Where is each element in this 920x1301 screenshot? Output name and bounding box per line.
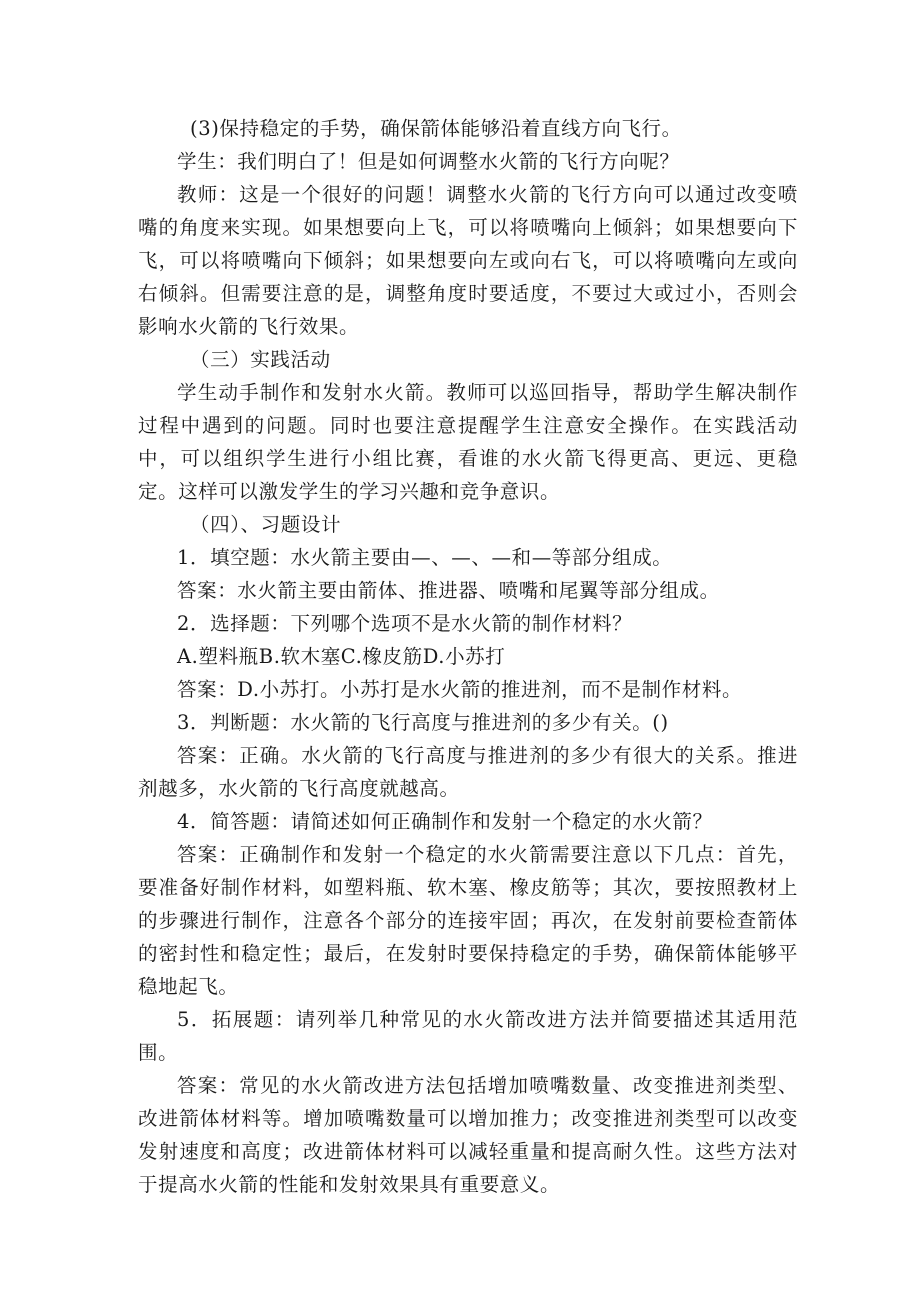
student-question-paragraph: 学生：我们明白了！但是如何调整水火箭的飞行方向呢？ [177,150,680,173]
exercise-2-answer: 答案：D.小苏打。小苏打是水火箭的推进剂，而不是制作材料。 [177,678,743,701]
section-heading-practice: （三）实践活动 [190,348,331,371]
exercise-4-question: 4．简答题：请简述如何正确制作和发射一个稳定的水火箭？ [177,810,713,833]
exercise-3-answer: 答案：正确。水火箭的飞行高度与推进剂的多少有很大的关系。推进剂越多，水火箭的飞行高度就越高。 [138,744,798,800]
exercise-1-question: 1．填空题：水火箭主要由—、—、—和—等部分组成。 [177,546,673,569]
exercise-2-options: A.塑料瓶B.软木塞C.橡皮筋D.小苏打 [177,645,506,668]
practice-paragraph: 学生动手制作和发射水火箭。教师可以巡回指导，帮助学生解决制作过程中遇到的问题。同时也要注意提醒学生注意安全操作。在实践活动中，可以组织学生进行小组比赛，看谁的水火箭飞得更高、更远、更稳定。这样可以激发学生的学习兴趣和竞争意识。 [138,381,798,503]
section-heading-exercises: （四）、习题设计 [190,513,342,536]
exercise-4-answer: 答案：正确制作和发射一个稳定的水火箭需要注意以下几点：首先，要准备好制作材料，如塑料瓶、软木塞、橡皮筋等；其次，要按照教材上的步骤进行制作，注意各个部分的连接牢固；再次，在发射前要检查箭体的密封性和稳定性；最后，在发射时要保持稳定的手势，确保箭体能够平稳地起飞。 [138,843,798,998]
exercise-3-question: 3．判断题：水火箭的飞行高度与推进剂的多少有关。() [177,711,669,734]
document-body [138,112,798,1201]
exercise-1-answer: 答案：水火箭主要由箭体、推进器、喷嘴和尾翼等部分组成。 [177,579,720,602]
teacher-answer-paragraph: 教师：这是一个很好的问题！调整水火箭的飞行方向可以通过改变喷嘴的角度来实现。如果想要向上飞，可以将喷嘴向上倾斜；如果想要向下飞，可以将喷嘴向下倾斜；如果想要向左或向右飞，可以将喷嘴向左或向右倾斜。但需要注意的是，调整角度时要适度，不要过大或过小，否则会影响水火箭的飞行效果。 [138,183,798,338]
exercise-5-question: 5．拓展题：请列举几种常见的水火箭改进方法并简要描述其适用范围。 [138,1008,798,1064]
step-3-paragraph: (3)保持稳定的手势，确保箭体能够沿着直线方向飞行。 [190,117,682,140]
exercise-2-question: 2．选择题：下列哪个选项不是水火箭的制作材料？ [177,612,633,635]
exercise-5-answer: 答案：常见的水火箭改进方法包括增加喷嘴数量、改变推进剂类型、改进箭体材料等。增加喷嘴数量可以增加推力；改变推进剂类型可以改变发射速度和高度；改进箭体材料可以减轻重量和提高耐久性。这些方法对于提高水火箭的性能和发射效果具有重要意义。 [138,1074,798,1196]
